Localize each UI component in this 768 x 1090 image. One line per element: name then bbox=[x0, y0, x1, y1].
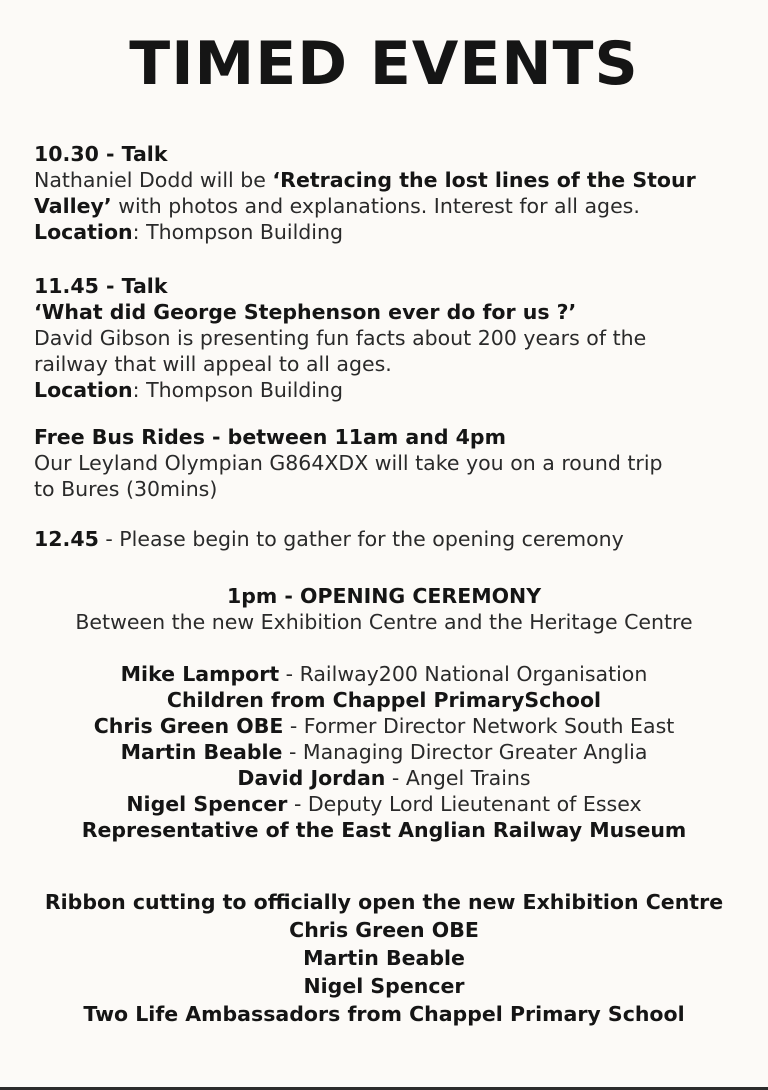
gather-section bbox=[34, 526, 754, 552]
guest-role: - Railway200 National Organisation bbox=[279, 662, 648, 686]
gather-text: - Please begin to gather for the opening ceremony bbox=[98, 527, 624, 551]
guest-item bbox=[0, 713, 768, 739]
guest-role: - Angel Trains bbox=[385, 766, 531, 790]
talk-2-title: ‘What did George Stephenson ever do for us ?’ bbox=[34, 300, 577, 324]
talk-2-heading: 11.45 - Talk bbox=[34, 274, 168, 298]
guest-role: - Deputy Lord Lieutenant of Essex bbox=[287, 792, 642, 816]
ceremony-heading: 1pm - OPENING CEREMONY bbox=[226, 584, 542, 608]
gather-line bbox=[34, 526, 754, 552]
guest-name: Representative of the East Anglian Railway Museum bbox=[81, 818, 687, 842]
guest-name: Mike Lamport bbox=[120, 662, 280, 686]
bus-rides-desc-line-1: Our Leyland Olympian G864XDX will take you on a round trip bbox=[34, 451, 663, 475]
guest-name: Chris Green OBE bbox=[93, 714, 284, 738]
talk-2-location-value: : Thompson Building bbox=[132, 378, 343, 402]
bus-rides-heading: Free Bus Rides - between 11am and 4pm bbox=[34, 425, 506, 449]
talk-1-location-label: Location bbox=[34, 220, 133, 244]
guest-name: Nigel Spencer bbox=[126, 792, 288, 816]
guest-name: David Jordan bbox=[237, 766, 386, 790]
ceremony-venue: Between the new Exhibition Centre and the Heritage Centre bbox=[75, 610, 693, 634]
talk-2-desc-line-2: railway that will appeal to all ages. bbox=[34, 352, 392, 376]
guest-item bbox=[0, 661, 768, 687]
bus-rides-section bbox=[34, 424, 754, 502]
talk-2-location bbox=[34, 377, 754, 403]
talk-1-desc-line-2 bbox=[34, 193, 754, 219]
guest-name: Martin Beable bbox=[120, 740, 283, 764]
page-title: TIMED EVENTS bbox=[129, 29, 639, 99]
ceremony-section bbox=[0, 583, 768, 635]
guest-item bbox=[0, 791, 768, 817]
talk-1-speaker: Nathaniel Dodd will be bbox=[34, 168, 273, 192]
guest-name: Children from Chappel PrimarySchool bbox=[166, 688, 602, 712]
talk-2-location-label: Location bbox=[34, 378, 133, 402]
talk-1-heading: 10.30 - Talk bbox=[34, 142, 168, 166]
guest-item bbox=[0, 687, 768, 713]
talk-1-title-part-a: ‘Retracing the lost lines of the Stour bbox=[272, 168, 696, 192]
ribbon-person: Martin Beable bbox=[303, 946, 465, 970]
ribbon-person: Chris Green OBE bbox=[289, 918, 479, 942]
ceremony-guest-list bbox=[0, 661, 768, 843]
bus-rides-desc-line-2: to Bures (30mins) bbox=[34, 477, 218, 501]
guest-role: - Former Director Network South East bbox=[283, 714, 675, 738]
ribbon-person: Nigel Spencer bbox=[303, 974, 465, 998]
talk-1-location bbox=[34, 219, 754, 245]
ribbon-person: Two Life Ambassadors from Chappel Primary School bbox=[83, 1002, 685, 1026]
guest-role: - Managing Director Greater Anglia bbox=[282, 740, 648, 764]
talk-1-title-part-b: Valley’ bbox=[34, 194, 112, 218]
talk-1-section bbox=[34, 141, 754, 245]
ribbon-heading: Ribbon cutting to officially open the new Exhibition Centre bbox=[44, 890, 724, 914]
talk-1-desc-rest: with photos and explanations. Interest for all ages. bbox=[111, 194, 640, 218]
gather-time: 12.45 bbox=[34, 527, 99, 551]
ribbon-section bbox=[0, 888, 768, 1028]
guest-item bbox=[0, 817, 768, 843]
talk-1-location-value: : Thompson Building bbox=[132, 220, 343, 244]
guest-item bbox=[0, 739, 768, 765]
guest-item bbox=[0, 765, 768, 791]
talk-1-desc-line-1 bbox=[34, 167, 754, 193]
talk-2-desc-line-1: David Gibson is presenting fun facts about 200 years of the bbox=[34, 326, 647, 350]
talk-2-section bbox=[34, 273, 754, 403]
